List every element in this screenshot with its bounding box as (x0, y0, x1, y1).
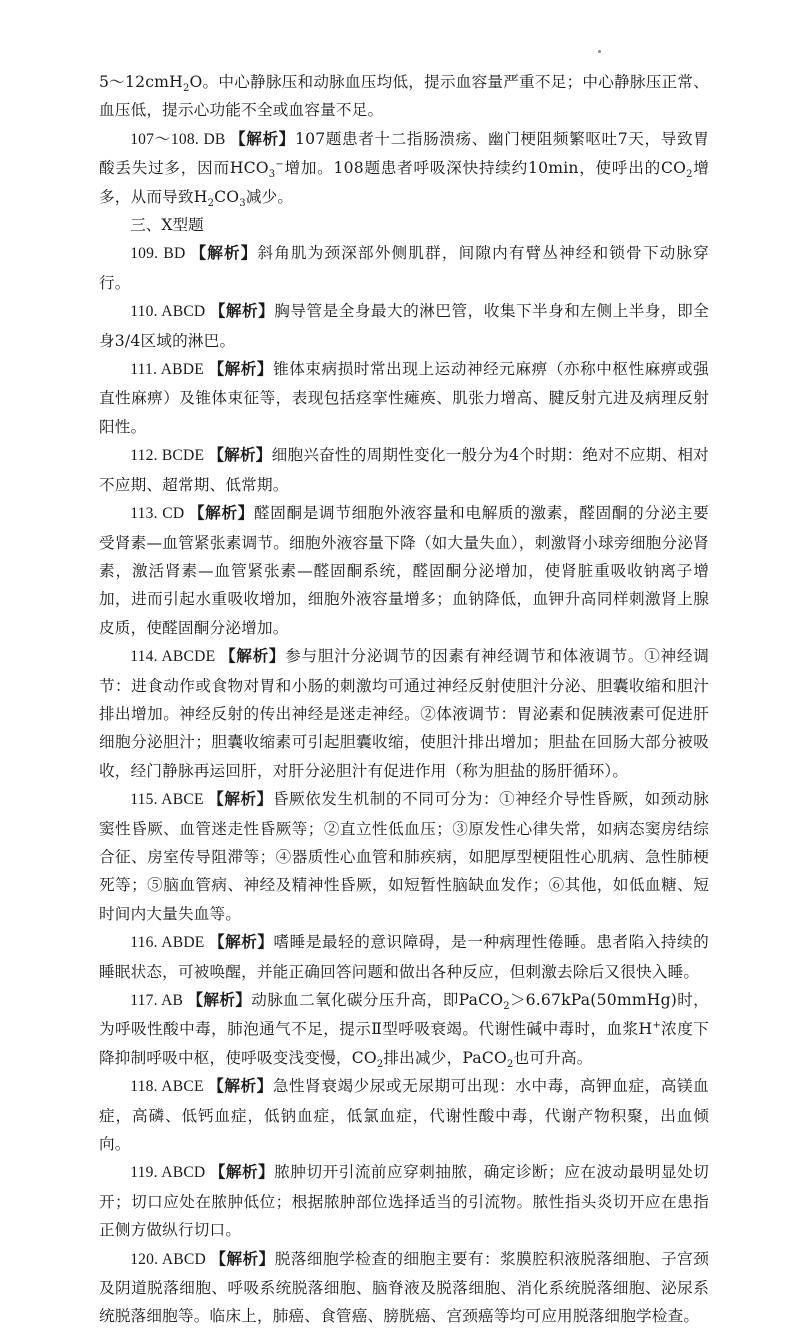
answer-key: 110. ABCD (130, 303, 210, 321)
analysis-tag: 【解析】 (190, 243, 258, 263)
subscript: 2 (506, 1058, 514, 1070)
analysis-tag: 【解析】 (230, 128, 295, 148)
answer-key: 118. ABCE (130, 1078, 209, 1096)
analysis-tag: 【解析】 (208, 359, 274, 379)
paragraph-text: 嗜睡是最轻的意识障碍，是一种病理性倦睡。患者陷入持续的睡眠状态，可被唤醒，并能正确回答问题和做出各种反应，但刺激去除后又很快入睡。 (99, 933, 709, 981)
answer-key: 109. BD (130, 245, 191, 263)
paragraph-text: 醛固酮是调节细胞外液容量和电解质的激素，醛固酮的分泌主要受肾素—血管紧张素调节。细胞外液容量下降（如大量失血），刺激肾小球旁细胞分泌肾素，激活肾素—血管紧张素—醛固酮系统，醛固酮分泌增加，使肾脏重吸收钠离子增加，进而引起水重吸收增加，细胞外液容量增多；血钠降低，血钾升高同样刺激肾上腺皮质，使醛固酮分泌增加。 (99, 504, 709, 637)
analysis-tag: 【解析】 (209, 1162, 275, 1182)
paragraph-text: 5～12cmH (99, 73, 183, 91)
analysis-tag: 【解析】 (219, 646, 286, 666)
subscript: 3 (239, 197, 246, 209)
analysis-tag: 【解析】 (209, 301, 275, 321)
paragraph-text: O。中心静脉压和动脉血压均低，提示血容量严重不足；中心静脉压正常、血压低，提示心功能不全或血容量不足。 (99, 73, 709, 120)
explanation-paragraph (99, 1072, 709, 1158)
explanation-paragraph (99, 1158, 709, 1244)
paragraph-text: 参与胆汁分泌调节的因素有神经调节和体液调节。①神经调节：进食动作或食物对胃和小肠的刺激均可通过神经反射使胆汁分泌、胆囊收缩和胆汁排出增加。神经反射的传出神经是迷走神经。②体液调节：胃泌素和促胰液素可促进肝细胞分泌胆汁；胆囊收缩素可引起胆囊收缩，使胆汁排出增加；胆盐在回肠大部分被吸收，经门静脉再运回肝，对肝分泌胆汁有促进作用（称为胆盐的肠肝循环）。 (99, 647, 709, 780)
answer-key: 111. ABDE (130, 361, 209, 379)
analysis-tag: 【解析】 (208, 445, 272, 465)
explanation-paragraph (99, 642, 709, 785)
paragraph-text: 胸导管是全身最大的淋巴管，收集下半身和左侧上半身，即全身3/4区域的淋巴。 (99, 302, 709, 350)
analysis-tag: 【解析】 (210, 1248, 275, 1268)
answer-key: 117. AB (130, 992, 188, 1009)
paragraph-text: 三、X型题 (130, 216, 204, 235)
paragraph-text: 动脉血二氧化碳分压升高，即PaCO (251, 991, 504, 1009)
answer-key: 114. ABCDE (130, 648, 220, 666)
subscript: 2 (376, 1058, 384, 1070)
answer-key: 119. ABCD (130, 1164, 210, 1182)
paragraph-text: 排出减少，PaCO (383, 1048, 507, 1067)
answer-key: 120. ABCD (130, 1250, 211, 1268)
explanation-paragraph (99, 499, 709, 642)
paragraph-text: 增加。108题患者呼吸深快持续约10min，使呼出的CO (283, 159, 687, 178)
paragraph-text: 增多，从而导致H (99, 159, 710, 206)
explanation-paragraph (99, 986, 709, 1072)
paragraph-text: 斜角肌为颈深部外侧肌群，间隙内有臂丛神经和锁骨下动脉穿行。 (99, 244, 709, 292)
analysis-tag: 【解析】 (188, 503, 254, 523)
analysis-tag: 【解析】 (208, 932, 274, 952)
analysis-tag: 【解析】 (187, 990, 252, 1009)
subscript: 2 (686, 169, 693, 181)
explanation-paragraph (99, 1245, 709, 1331)
scan-speck (598, 50, 601, 53)
answer-key: 115. ABCE (130, 791, 209, 809)
explanation-paragraph (99, 125, 709, 211)
answer-key: 113. CD (130, 505, 189, 523)
paragraph-text: CO (214, 187, 240, 206)
explanation-paragraph (99, 239, 709, 297)
section-heading (99, 211, 709, 239)
superscript: + (652, 1020, 661, 1032)
subscript: 2 (503, 1001, 510, 1013)
explanation-paragraph (99, 441, 709, 499)
analysis-tag: 【解析】 (208, 1076, 273, 1096)
subscript: 2 (207, 197, 215, 209)
superscript: − (275, 159, 284, 171)
explanation-paragraph (99, 297, 709, 355)
explanation-paragraph (99, 928, 709, 986)
answer-key: 107～108. DB (130, 130, 231, 148)
paragraph-text: 锥体束病损时常出现上运动神经元麻痹（亦称中枢性麻痹或强直性麻痹）及锥体束征等，表现包括痉挛性瘫痪、肌张力增高、腱反射亢进及病理反射阳性。 (99, 360, 709, 436)
subscript: 3 (268, 169, 276, 181)
explanation-paragraph (99, 68, 709, 125)
analysis-tag: 【解析】 (208, 789, 273, 809)
answer-key: 112. BCDE (130, 447, 209, 465)
paragraph-text: ＞6.67kPa(50mmHg)时，为呼吸性酸中毒，肺泡通气不足，提示Ⅱ型呼吸衰竭。代谢性碱中毒时，血浆H (99, 991, 709, 1039)
answer-key: 116. ABDE (130, 934, 209, 952)
subscript: 2 (182, 83, 190, 95)
paragraph-text: 也可升高。 (513, 1048, 593, 1067)
answer-explanations-page (99, 68, 709, 1331)
explanation-paragraph (99, 355, 709, 441)
paragraph-text: 昏厥依发生机制的不同可分为：①神经介导性昏厥，如颈动脉窦性昏厥、血管迷走性昏厥等；②直立性低血压；③原发性心律失常，如病态窦房结综合征、房室传导阻滞等；④器质性心血管和肺疾病，如肥厚型梗阻性心肌病、急性肺梗死等；⑤脑血管病、神经及精神性昏厥，如短暂性脑缺血发作；⑥其他，如低血糖、短时间内大量失血等。 (99, 790, 709, 923)
paragraph-text: 107题患者十二指肠溃疡、幽门梗阻频繁呕吐7天，导致胃酸丢失过多，因而HCO (99, 129, 709, 178)
explanation-paragraph (99, 785, 709, 928)
paragraph-text: 脱落细胞学检查的细胞主要有：浆膜腔积液脱落细胞、子宫颈及阴道脱落细胞、呼吸系统脱落细胞、脑脊液及脱落细胞、消化系统脱落细胞、泌尿系统脱落细胞等。临床上，肺癌、食管癌、膀胱癌、宫颈癌等均可应用脱落细胞学检查。 (99, 1249, 709, 1326)
paragraph-text: 减少。 (245, 187, 294, 206)
paragraph-text: 急性肾衰竭少尿或无尿期可出现：水中毒，高钾血症，高镁血症，高磷、低钙血症，低钠血症，低氯血症，代谢性酸中毒，代谢产物积聚，出血倾向。 (99, 1077, 709, 1154)
paragraph-text: 细胞兴奋性的周期性变化一般分为4个时期：绝对不应期、相对不应期、超常期、低常期。 (99, 446, 709, 494)
paragraph-text: 浓度下降抑制呼吸中枢，使呼吸变浅变慢，CO (99, 1020, 710, 1067)
paragraph-text: 脓肿切开引流前应穿刺抽脓，确定诊断；应在波动最明显处切开；切口应处在脓肿低位；根据脓肿部位选择适当的引流物。脓性指头炎切开应在患指正侧方做纵行切口。 (99, 1163, 709, 1240)
